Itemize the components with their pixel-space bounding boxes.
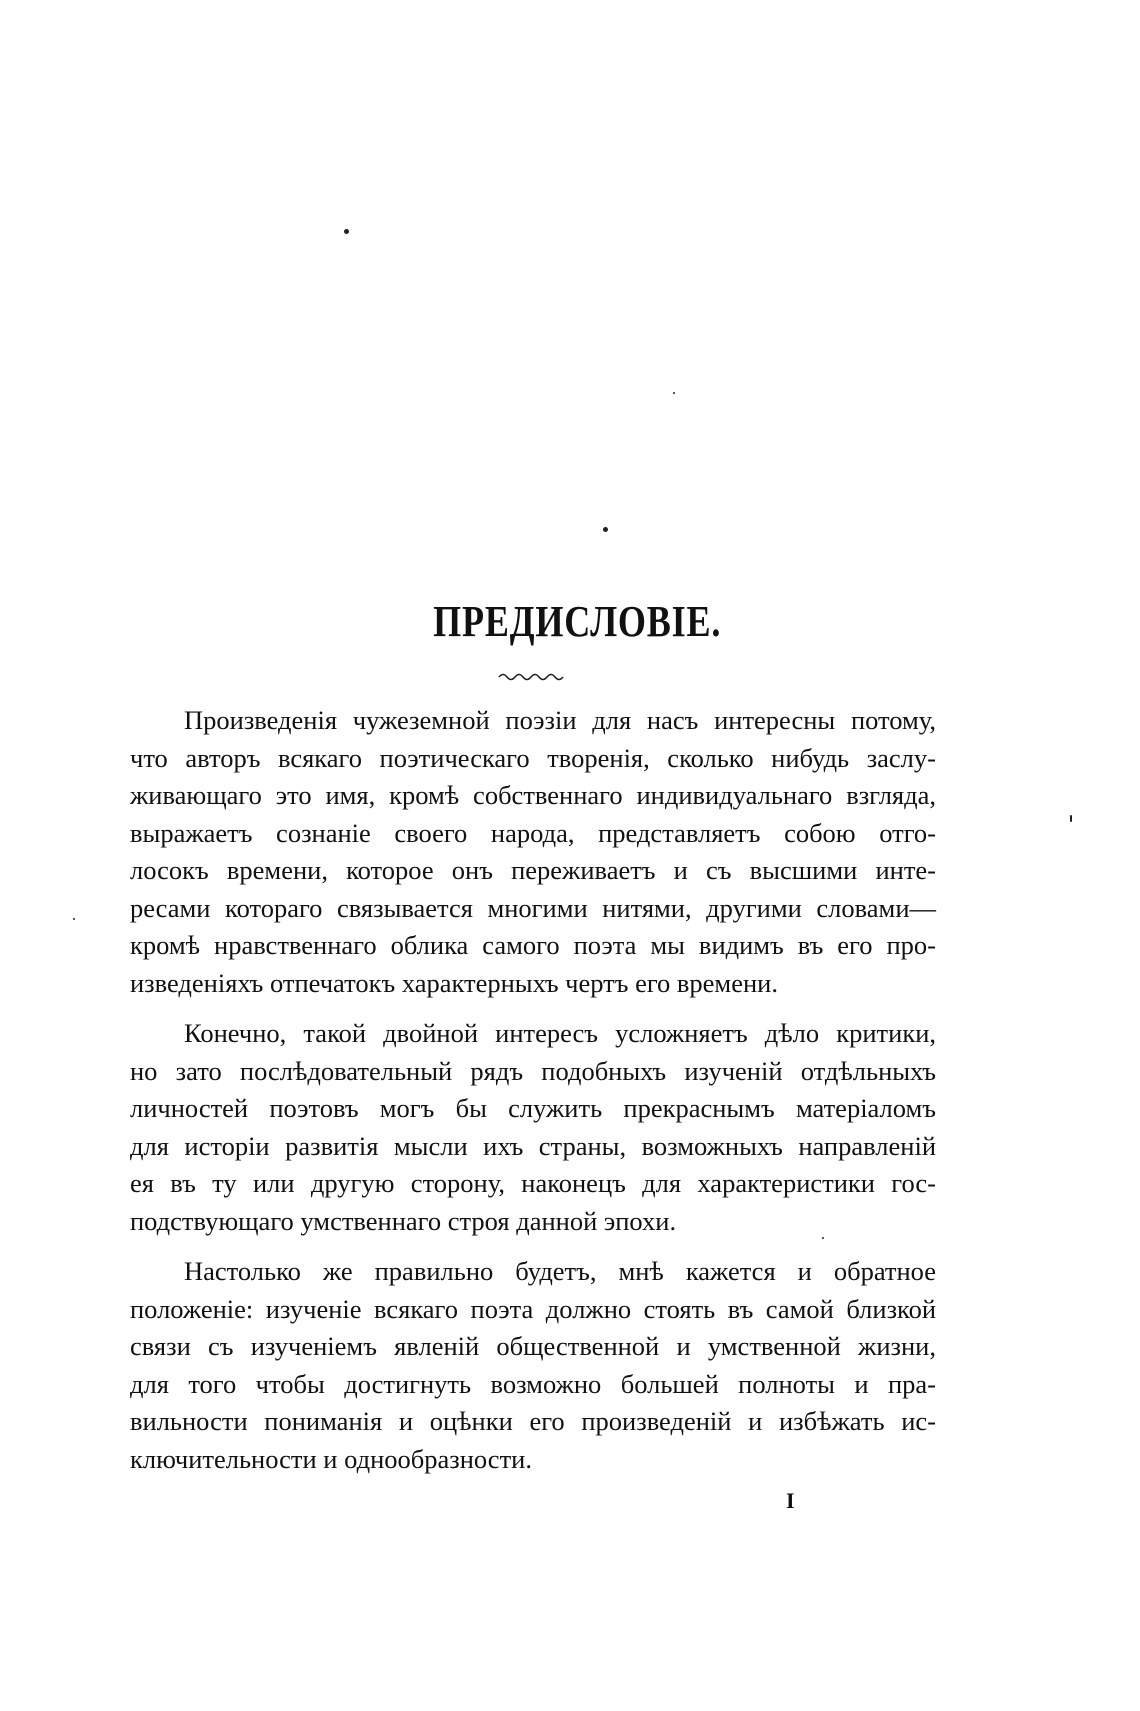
text-line: но зато послѣдовательный рядъ подобныхъ изученій отдѣльныхъ — [130, 1055, 936, 1086]
print-speck — [673, 392, 675, 394]
text-line: что авторъ всякаго поэтическаго творенія, сколько нибудь заслу- — [130, 742, 936, 773]
paragraph-3 — [130, 1253, 936, 1478]
print-speck — [1070, 815, 1072, 822]
text-line: живающаго это имя, кромѣ собственнаго индивидуальнаго взгляда, — [130, 780, 936, 810]
text-line: Конечно, такой двойной интересъ усложняетъ дѣло критики, — [184, 1018, 936, 1048]
text-line: ресами котораго связывается многими нитями, другими словами— — [130, 892, 936, 923]
text-line: для исторіи развитія мысли ихъ страны, возможныхъ направленій — [130, 1130, 936, 1161]
paragraph-2 — [130, 1015, 936, 1240]
paragraph-1 — [130, 702, 936, 1002]
text-line: изведеніяхъ отпечатокъ характерныхъ чертъ его времени. — [130, 967, 778, 998]
body-text — [130, 702, 936, 1491]
wavy-rule-ornament — [497, 670, 567, 684]
print-speck — [603, 527, 608, 532]
text-line: для того чтобы достигнуть возможно большей полноты и пра- — [130, 1368, 936, 1399]
text-line: личностей поэтовъ могъ бы служить прекраснымъ матеріаломъ — [130, 1093, 936, 1123]
text-line: связи съ изученіемъ явленій общественной и умственной жизни, — [130, 1331, 936, 1361]
text-line: положеніе: изученіе всякаго поэта должно стоять въ самой близкой — [130, 1293, 936, 1324]
text-line: Произведенія чужеземной поэзіи для насъ интересны потому, — [184, 705, 936, 735]
print-speck — [73, 918, 75, 920]
text-line: ея въ ту или другую сторону, наконецъ для характеристики гос- — [130, 1168, 936, 1198]
text-line: лосокъ времени, которое онъ переживаетъ и съ высшими инте- — [130, 855, 936, 885]
text-line: выражаетъ сознаніе своего народа, представляетъ собою отго- — [130, 817, 936, 848]
text-line: кромѣ нравственнаго облика самого поэта мы видимъ въ его про- — [130, 930, 936, 960]
page-title: ПРЕДИСЛОВІЕ. — [433, 597, 722, 646]
text-line: Настолько же правильно будетъ, мнѣ кажется и обратное — [184, 1256, 936, 1286]
signature-mark: I — [786, 1488, 795, 1513]
text-line: подствующаго умственнаго строя данной эпохи. — [130, 1205, 677, 1236]
text-line: ключительности и однообразности. — [130, 1443, 532, 1474]
print-speck — [344, 229, 349, 234]
text-line: вильности пониманія и оцѣнки его произведеній и избѣжать ис- — [130, 1406, 936, 1436]
